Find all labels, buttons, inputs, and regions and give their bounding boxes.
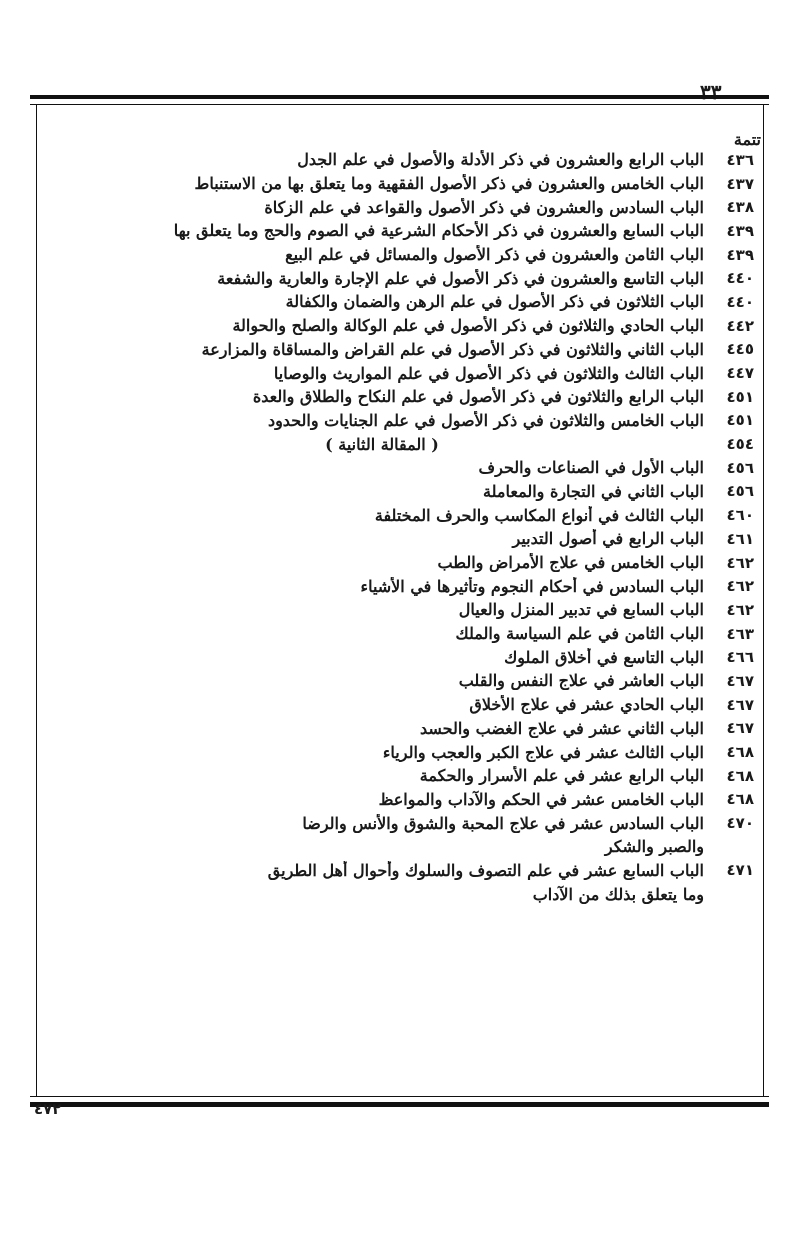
toc-entry-title: وما يتعلق بذلك من الآداب [532, 884, 704, 904]
toc-entry [50, 598, 760, 622]
page-number: ٣٣ [700, 80, 722, 104]
toc-entry [50, 456, 760, 480]
toc-entry-title: الباب الأول في الصناعات والحرف [478, 458, 704, 478]
toc-entry [50, 148, 760, 172]
toc-entry [50, 243, 760, 267]
toc-entry-page: ٤٦٢ [726, 600, 754, 619]
toc-entry-page: ٤٦٨ [726, 790, 754, 809]
toc-entry [50, 314, 760, 338]
toc-entry-title: الباب الثالث في أنواع المكاسب والحرف المختلفة [374, 505, 704, 525]
toc-entry-page: ٤٥٦ [726, 482, 754, 501]
frame-right-rule [763, 105, 764, 1096]
toc-list [50, 148, 760, 906]
toc-entry-title: الباب الخامس والعشرون في ذكر الأصول الفقهية وما يتعلق بها من الاستنباط [194, 174, 704, 194]
toc-entry-title: الباب السابع والعشرون في ذكر الأحكام الشرعية في الصوم والحج وما يتعلق بها [173, 221, 704, 241]
toc-entry-title: الباب الثاني عشر في علاج الغضب والحسد [419, 718, 704, 738]
toc-entry-page: ٤٥١ [726, 411, 754, 430]
toc-entry-title: الباب التاسع والعشرون في ذكر الأصول في علم الإجارة والعارية والشفعة [217, 268, 704, 288]
toc-entry-title: الباب الحادي والثلاثون في ذكر الأصول في علم الوكالة والصلح والحوالة [232, 316, 704, 336]
toc-entry-title: الباب الثاني في التجارة والمعاملة [483, 481, 704, 501]
toc-entry-title: الباب الرابع في أصول التدبير [512, 529, 704, 549]
toc-entry-title: الباب السادس والعشرون في ذكر الأصول والقواعد في علم الزكاة [264, 197, 704, 217]
toc-entry-title: الباب الثالث عشر في علاج الكبر والعجب والرياء [382, 742, 704, 762]
toc-entry-title: الباب الثلاثون في ذكر الأصول في علم الرهن والضمان والكفالة [285, 292, 704, 312]
toc-entry [50, 480, 760, 504]
footer-page-number: ٤٧٢ [34, 1100, 62, 1118]
toc-entry-page: ٤٦٠ [726, 506, 754, 525]
toc-entry-page: ٤٤٧ [726, 364, 754, 383]
toc-entry [50, 527, 760, 551]
toc-entry [50, 740, 760, 764]
toc-entry-page: ٤٦٧ [726, 695, 754, 714]
toc-entry-title: الباب الثامن والعشرون في ذكر الأصول والمسائل في علم البيع [285, 245, 704, 265]
toc-entry-page: ٤٥٤ [726, 435, 754, 454]
toc-entry-page: ٤٦٢ [726, 553, 754, 572]
toc-entry-page: ٤٣٩ [726, 221, 754, 240]
toc-entry [50, 622, 760, 646]
toc-entry [50, 574, 760, 598]
toc-entry-page: ٤٦٧ [726, 719, 754, 738]
toc-entry [50, 172, 760, 196]
toc-entry [50, 811, 760, 835]
toc-entry-page: ٤٦٢ [726, 577, 754, 596]
toc-entry [50, 385, 760, 409]
toc-entry [50, 409, 760, 433]
toc-entry-title: الباب السابع في تدبير المنزل والعيال [458, 600, 704, 620]
toc-entry-continuation [50, 882, 760, 906]
toc-entry-title: الباب الرابع عشر في علم الأسرار والحكمة [419, 766, 704, 786]
toc-entry [50, 338, 760, 362]
toc-entry-title: الباب العاشر في علاج النفس والقلب [458, 671, 704, 691]
toc-entry [50, 859, 760, 883]
toc-entry [50, 503, 760, 527]
toc-entry-page: ٤٥١ [726, 387, 754, 406]
toc-heading: تتمة [733, 130, 761, 149]
toc-entry-title: الباب الرابع والعشرون في ذكر الأدلة والأصول في علم الجدل [297, 150, 704, 170]
toc-entry-title: الباب التاسع في أخلاق الملوك [504, 647, 704, 667]
toc-entry-page: ٤٦٣ [726, 624, 754, 643]
toc-entry-title: الباب السابع عشر في علم التصوف والسلوك وأحوال أهل الطريق [267, 860, 704, 880]
toc-entry [50, 788, 760, 812]
toc-entry-title: الباب السادس عشر في علاج المحبة والشوق والأنس والرضا [302, 813, 704, 833]
toc-entry-page: ٤٣٦ [726, 150, 754, 169]
toc-entry [50, 432, 760, 456]
toc-entry-continuation [50, 835, 760, 859]
toc-entry-title: الباب الخامس عشر في الحكم والآداب والمواعظ [378, 789, 704, 809]
toc-entry-page: ٤٤٠ [726, 269, 754, 288]
toc-entry-page: ٤٤٠ [726, 292, 754, 311]
toc-entry-title: الباب السادس في أحكام النجوم وتأثيرها في الأشياء [360, 576, 704, 596]
toc-entry-page: ٤٦٦ [726, 648, 754, 667]
toc-entry-title: الباب الحادي عشر في علاج الأخلاق [469, 695, 704, 715]
toc-entry [50, 266, 760, 290]
toc-entry-title: الباب الخامس والثلاثون في ذكر الأصول في علم الجنايات والحدود [267, 410, 704, 430]
toc-entry-page: ٤٦٨ [726, 743, 754, 762]
toc-entry [50, 693, 760, 717]
toc-entry-page: ٤٥٦ [726, 458, 754, 477]
toc-entry-page: ٤٦١ [726, 529, 754, 548]
toc-entry-page: ٤٧٠ [726, 814, 754, 833]
toc-entry-title: الباب الثالث والثلاثون في ذكر الأصول في علم المواريث والوصايا [273, 363, 704, 383]
toc-entry [50, 764, 760, 788]
toc-entry [50, 551, 760, 575]
toc-entry-page: ٤٣٧ [726, 174, 754, 193]
toc-entry-page: ٤٣٩ [726, 245, 754, 264]
toc-entry-page: ٤٦٧ [726, 671, 754, 690]
toc-entry-page: ٤٤٢ [726, 316, 754, 335]
toc-entry-title: والصبر والشكر [604, 837, 704, 857]
toc-entry [50, 669, 760, 693]
toc-entry-page: ٤٧١ [726, 861, 754, 880]
toc-entry-title: الباب الثاني والثلاثون في ذكر الأصول في علم القراض والمساقاة والمزارعة [201, 339, 704, 359]
toc-entry-title: الباب الخامس في علاج الأمراض والطب [437, 553, 704, 573]
toc-entry-title: الباب الرابع والثلاثون في ذكر الأصول في علم النكاح والطلاق والعدة [252, 387, 704, 407]
toc-entry [50, 361, 760, 385]
frame-left-rule [36, 105, 37, 1096]
toc-entry [50, 290, 760, 314]
toc-entry [50, 717, 760, 741]
toc-entry-title: ( المقالة الثانية ) [325, 434, 439, 454]
toc-entry [50, 219, 760, 243]
toc-entry [50, 195, 760, 219]
toc-entry-page: ٤٣٨ [726, 198, 754, 217]
toc-entry-page: ٤٦٨ [726, 766, 754, 785]
toc-entry-title: الباب الثامن في علم السياسة والملك [455, 624, 704, 644]
toc-entry-page: ٤٤٥ [726, 340, 754, 359]
toc-entry [50, 645, 760, 669]
